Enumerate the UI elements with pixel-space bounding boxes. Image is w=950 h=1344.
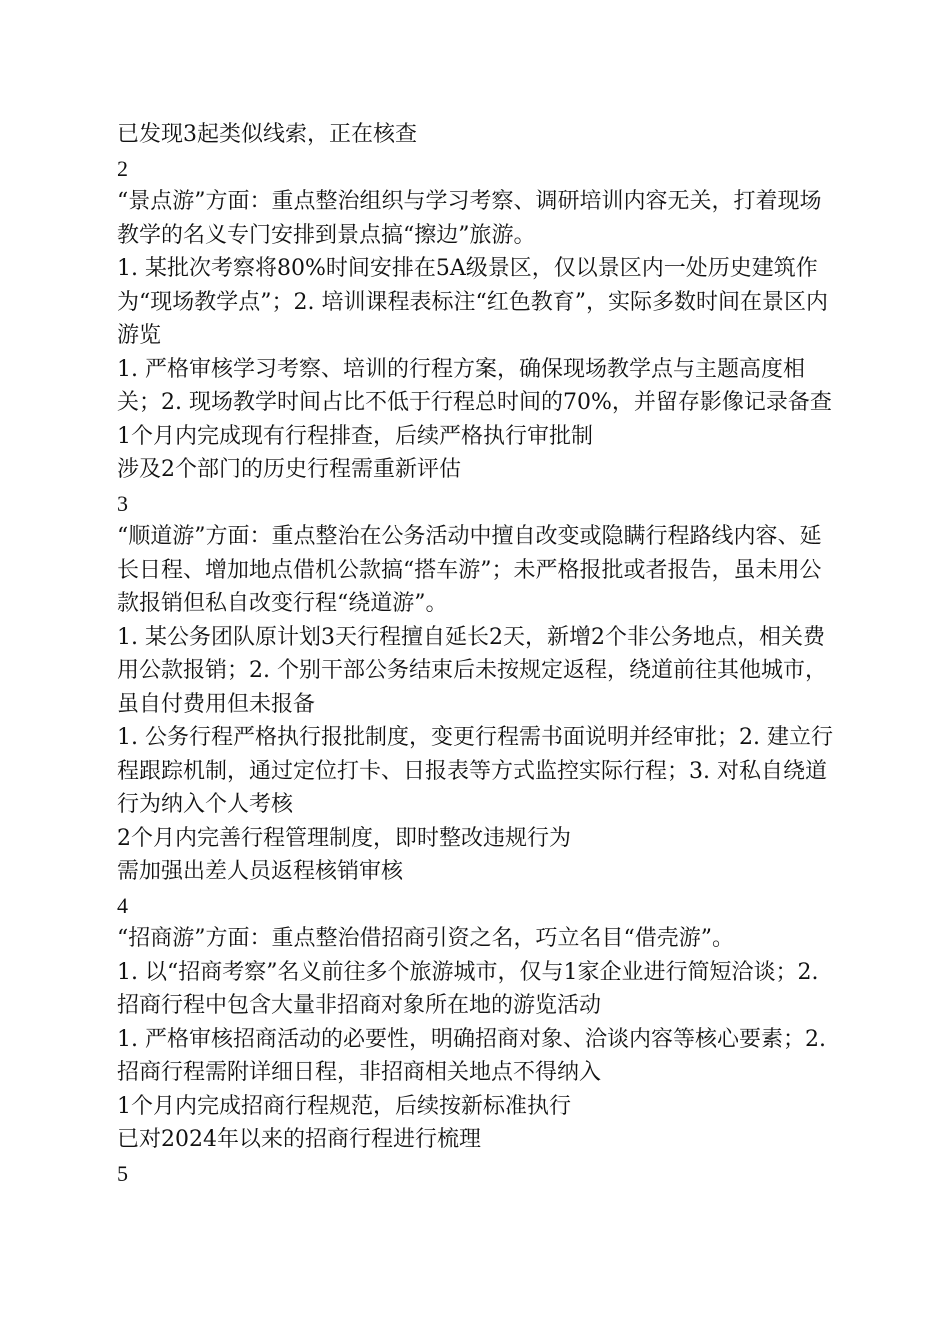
row-3-timeline: 2个月内完善行程管理制度，即时整改违规行为: [117, 825, 571, 851]
row-2-number: 2: [117, 155, 128, 181]
row-3-number: 3: [117, 490, 128, 516]
document-body: [117, 118, 839, 1190]
row-3-issue: “顺道游”方面：重点整治在公务活动中擅自改变或隐瞒行程路线内容、延长日程、增加地点借机公款搞“搭车游”；未严格报批或者报告，虽未用公款报销但私自改变行程“绕道游”。: [117, 524, 822, 616]
row-2-measures: 1. 严格审核学习考察、培训的行程方案，确保现场教学点与主题高度相关；2. 现场教学时间占比不低于行程总时间的70%，并留存影像记录备查: [117, 356, 832, 415]
row-4-issue: “招商游”方面：重点整治借招商引资之名，巧立名目“借壳游”。: [117, 926, 734, 951]
row-2-issue: “景点游”方面：重点整治组织与学习考察、调研培训内容无关，打着现场教学的名义专门安排到景点搞“擦边”旅游。: [117, 189, 822, 248]
row-5-number: 5: [117, 1160, 128, 1186]
row-2-status: 涉及2个部门的历史行程需重新评估: [117, 457, 461, 482]
row-4-examples: 1. 以“招商考察”名义前往多个旅游城市，仅与1家企业进行简短洽谈；2. 招商行程中包含大量非招商对象所在地的游览活动: [117, 959, 826, 1018]
row-3-measures: 1. 公务行程严格执行报批制度，变更行程需书面说明并经审批；2. 建立行程跟踪机制，通过定位打卡、日报表等方式监控实际行程；3. 对私自绕道行为纳入个人考核: [117, 725, 833, 817]
row-3-examples: 1. 某公务团队原计划3天行程擅自延长2天，新增2个非公务地点，相关费用公款报销；2. 个别干部公务结束后未按规定返程，绕道前往其他城市，虽自付费用但未报备: [117, 624, 827, 717]
row-2-timeline: 1个月内完成现有行程排查，后续严格执行审批制: [117, 423, 593, 449]
row-4-number: 4: [117, 892, 128, 918]
row-4-status: 已对2024年以来的招商行程进行梳理: [117, 1127, 481, 1152]
row-2-examples: 1. 某批次考察将80%时间安排在5A级景区，仅以景区内一处历史建筑作为“现场教学点”；2. 培训课程表标注“红色教育”，实际多数时间在景区内游览: [117, 256, 828, 348]
row-3-status: 需加强出差人员返程核销审核: [117, 859, 404, 884]
row-1-status: 已发现3起类似线索，正在核查: [117, 122, 417, 147]
row-4-timeline: 1个月内完成招商行程规范，后续按新标准执行: [117, 1093, 571, 1119]
row-4-measures: 1. 严格审核招商活动的必要性，明确招商对象、洽谈内容等核心要素；2. 招商行程需附详细日程，非招商相关地点不得纳入: [117, 1026, 833, 1085]
